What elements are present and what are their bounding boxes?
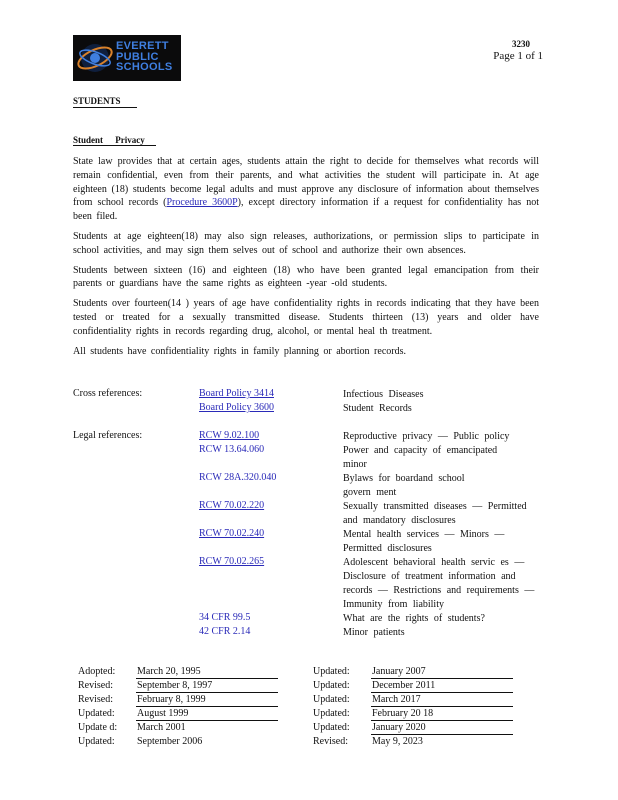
- history-label: Updated:: [78, 736, 115, 747]
- legal-references-label: Legal references:: [73, 430, 143, 441]
- legal-ref-desc: Sexually transmitted diseases — Permitted and mandatory disclosures: [343, 501, 527, 526]
- history-underline: [371, 734, 513, 735]
- history-date: January 2007: [372, 666, 426, 677]
- history-label: Revised:: [313, 736, 348, 747]
- rcw-70-02-240-link[interactable]: RCW 70.02.240: [199, 528, 265, 539]
- history-underline: [136, 678, 278, 679]
- history-underline: [371, 678, 513, 679]
- cross-references-label: Cross references:: [73, 388, 143, 399]
- history-date: March 2017: [372, 694, 421, 705]
- legal-ref-desc: Reproductive privacy — Public policy: [343, 431, 510, 442]
- legal-ref-desc: Minor patients: [343, 627, 405, 638]
- history-date: August 1999: [137, 708, 189, 719]
- procedure-3600p-link[interactable]: Procedure 3600P: [166, 197, 238, 209]
- rcw-28a-320-040-link[interactable]: RCW 28A.320.040: [199, 472, 277, 483]
- history-date: March 2001: [137, 722, 186, 733]
- page-indicator: Page 1 of 1: [493, 50, 543, 62]
- history-date: March 20, 1995: [137, 666, 201, 677]
- paragraph-2: Students at age eighteen(18) may also sign releases, authorizations, or permission slips to participate in school activities, and may sign them selves out of school and authorize their own absences.: [73, 230, 539, 256]
- paragraph-4: Students over fourteen(14 ) years of age have confidentiality rights in records indicating that they have been tested or treated for a sexually transmitted disease. Students thirteen (13) years and older have confidentiality rights in records regarding drug, alcohol, or mental heal th treatment.: [73, 298, 539, 337]
- cross-ref-desc: Student Records: [343, 403, 412, 414]
- history-date: September 8, 1997: [137, 680, 213, 691]
- board-policy-3600-link[interactable]: Board Policy 3600: [199, 402, 274, 413]
- history-underline: [371, 692, 513, 693]
- history-label: Adopted:: [78, 666, 116, 677]
- rcw-70-02-265-link[interactable]: RCW 70.02.265: [199, 556, 265, 567]
- paragraph-5: All students have confidentiality rights in family planning or abortion records.: [73, 345, 406, 357]
- cross-ref-desc: Infectious Diseases: [343, 389, 424, 400]
- legal-ref-desc: Adolescent behavioral health servic es — Disclosure of treatment information and records — Restrictions and requirements — Immunity from liability: [343, 557, 535, 610]
- 34-cfr-99-5-link[interactable]: 34 CFR 99.5: [199, 612, 251, 623]
- history-label: Updated:: [313, 680, 350, 691]
- history-date: May 9, 2023: [372, 736, 423, 747]
- policy-body: [73, 155, 539, 364]
- history-label: Updated:: [313, 708, 350, 719]
- history-label: Updated:: [313, 722, 350, 733]
- history-date: January 2020: [372, 722, 426, 733]
- globe-icon: [73, 35, 117, 81]
- history-date: December 2011: [372, 680, 436, 691]
- section-title: STUDENTS: [73, 96, 121, 106]
- history-label: Update d:: [78, 722, 118, 733]
- history-date: February 20 18: [372, 708, 434, 719]
- rcw-70-02-220-link[interactable]: RCW 70.02.220: [199, 500, 265, 511]
- legal-ref-desc: Bylaws for boardand school govern ment: [343, 473, 465, 498]
- history-date: February 8, 1999: [137, 694, 206, 705]
- legal-ref-desc: Mental health services — Minors — Permitted disclosures: [343, 529, 505, 554]
- history-label: Revised:: [78, 694, 113, 705]
- logo-wordmark: EVERETT PUBLIC SCHOOLS: [116, 40, 173, 73]
- rcw-13-64-060-link[interactable]: RCW 13.64.060: [199, 444, 265, 455]
- history-label: Updated:: [313, 666, 350, 677]
- 42-cfr-2-14-link[interactable]: 42 CFR 2.14: [199, 626, 251, 637]
- section-title-underline: [73, 107, 137, 108]
- history-label: Revised:: [78, 680, 113, 691]
- history-underline: [371, 706, 513, 707]
- paragraph-3: Students between sixteen (16) and eighteen (18) who have been granted legal emancipation from their parents or guardians have the same rights as eighteen -year -old students.: [73, 264, 539, 290]
- history-underline: [371, 720, 513, 721]
- legal-ref-desc: Power and capacity of emancipated minor: [343, 445, 498, 470]
- subsection-title-underline: [73, 145, 156, 146]
- history-label: Updated:: [78, 708, 115, 719]
- board-policy-3414-link[interactable]: Board Policy 3414: [199, 388, 274, 399]
- history-label: Updated:: [313, 694, 350, 705]
- history-underline: [136, 692, 278, 693]
- policy-number: 3230: [512, 39, 530, 49]
- rcw-9-02-100-link[interactable]: RCW 9.02.100: [199, 430, 260, 441]
- legal-ref-desc: What are the rights of students?: [343, 613, 485, 624]
- subsection-title: Student Privacy: [73, 135, 145, 145]
- paragraph-1: State law provides that at certain ages, students attain the right to decide for themselves what records will remain confidential, even from their parents, and what activities the student will participate in. At age eighteen (18) students become legal adults and must approve any disclosure of information about themselves from school records (Procedure 3600P), except directory information if a request for confidentiality has not been filed.: [73, 156, 539, 223]
- history-date: September 2006: [137, 736, 203, 747]
- district-logo: [73, 35, 181, 81]
- history-underline: [136, 706, 278, 707]
- history-underline: [136, 720, 278, 721]
